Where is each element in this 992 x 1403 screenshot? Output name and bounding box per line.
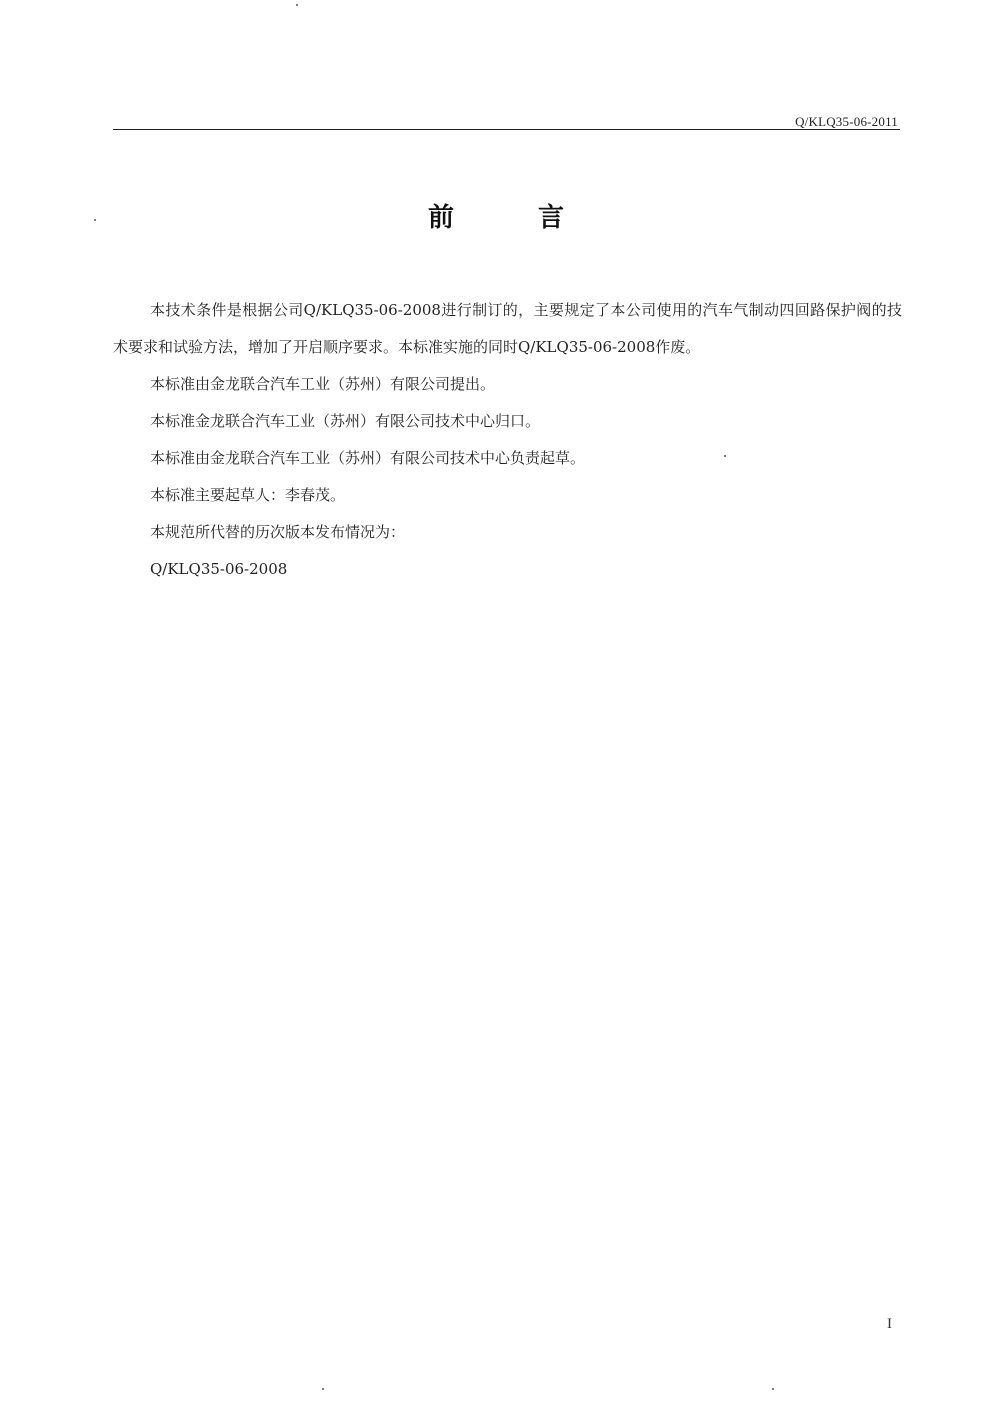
scan-speck [94,219,96,221]
paragraph-responsible-unit: 本标准金龙联合汽车工业（苏州）有限公司技术中心归口。 [150,412,541,430]
paragraph-previous-versions: 本规范所代替的历次版本发布情况为： [150,523,406,541]
header-rule [113,129,900,130]
paragraph-scope: 本技术条件是根据公司Q/KLQ35-06-2008进行制订的，主要规定了本公司使用的汽车气制动四回路保护阀的技术要求和试验方法，增加了开启顺序要求。本标准实施的同时Q/KLQ35-06-2008作废。 [113,301,902,356]
scan-speck [322,1388,324,1390]
page-number: I [887,1316,892,1332]
paragraph-proposer: 本标准由金龙联合汽车工业（苏州）有限公司提出。 [150,375,496,393]
foreword-body [113,292,902,588]
paragraph-previous-version-code: Q/KLQ35-06-2008 [150,560,288,578]
scan-speck [772,1388,774,1390]
document-code: Q/KLQ35-06-2011 [795,114,898,129]
scan-speck [724,455,726,457]
paragraph-drafting-unit: 本标准由金龙联合汽车工业（苏州）有限公司技术中心负责起草。 [150,449,586,467]
page-title: 前言 [427,203,648,233]
paragraph-drafter: 本标准主要起草人：李春茂。 [150,486,346,504]
scan-speck [296,4,298,6]
